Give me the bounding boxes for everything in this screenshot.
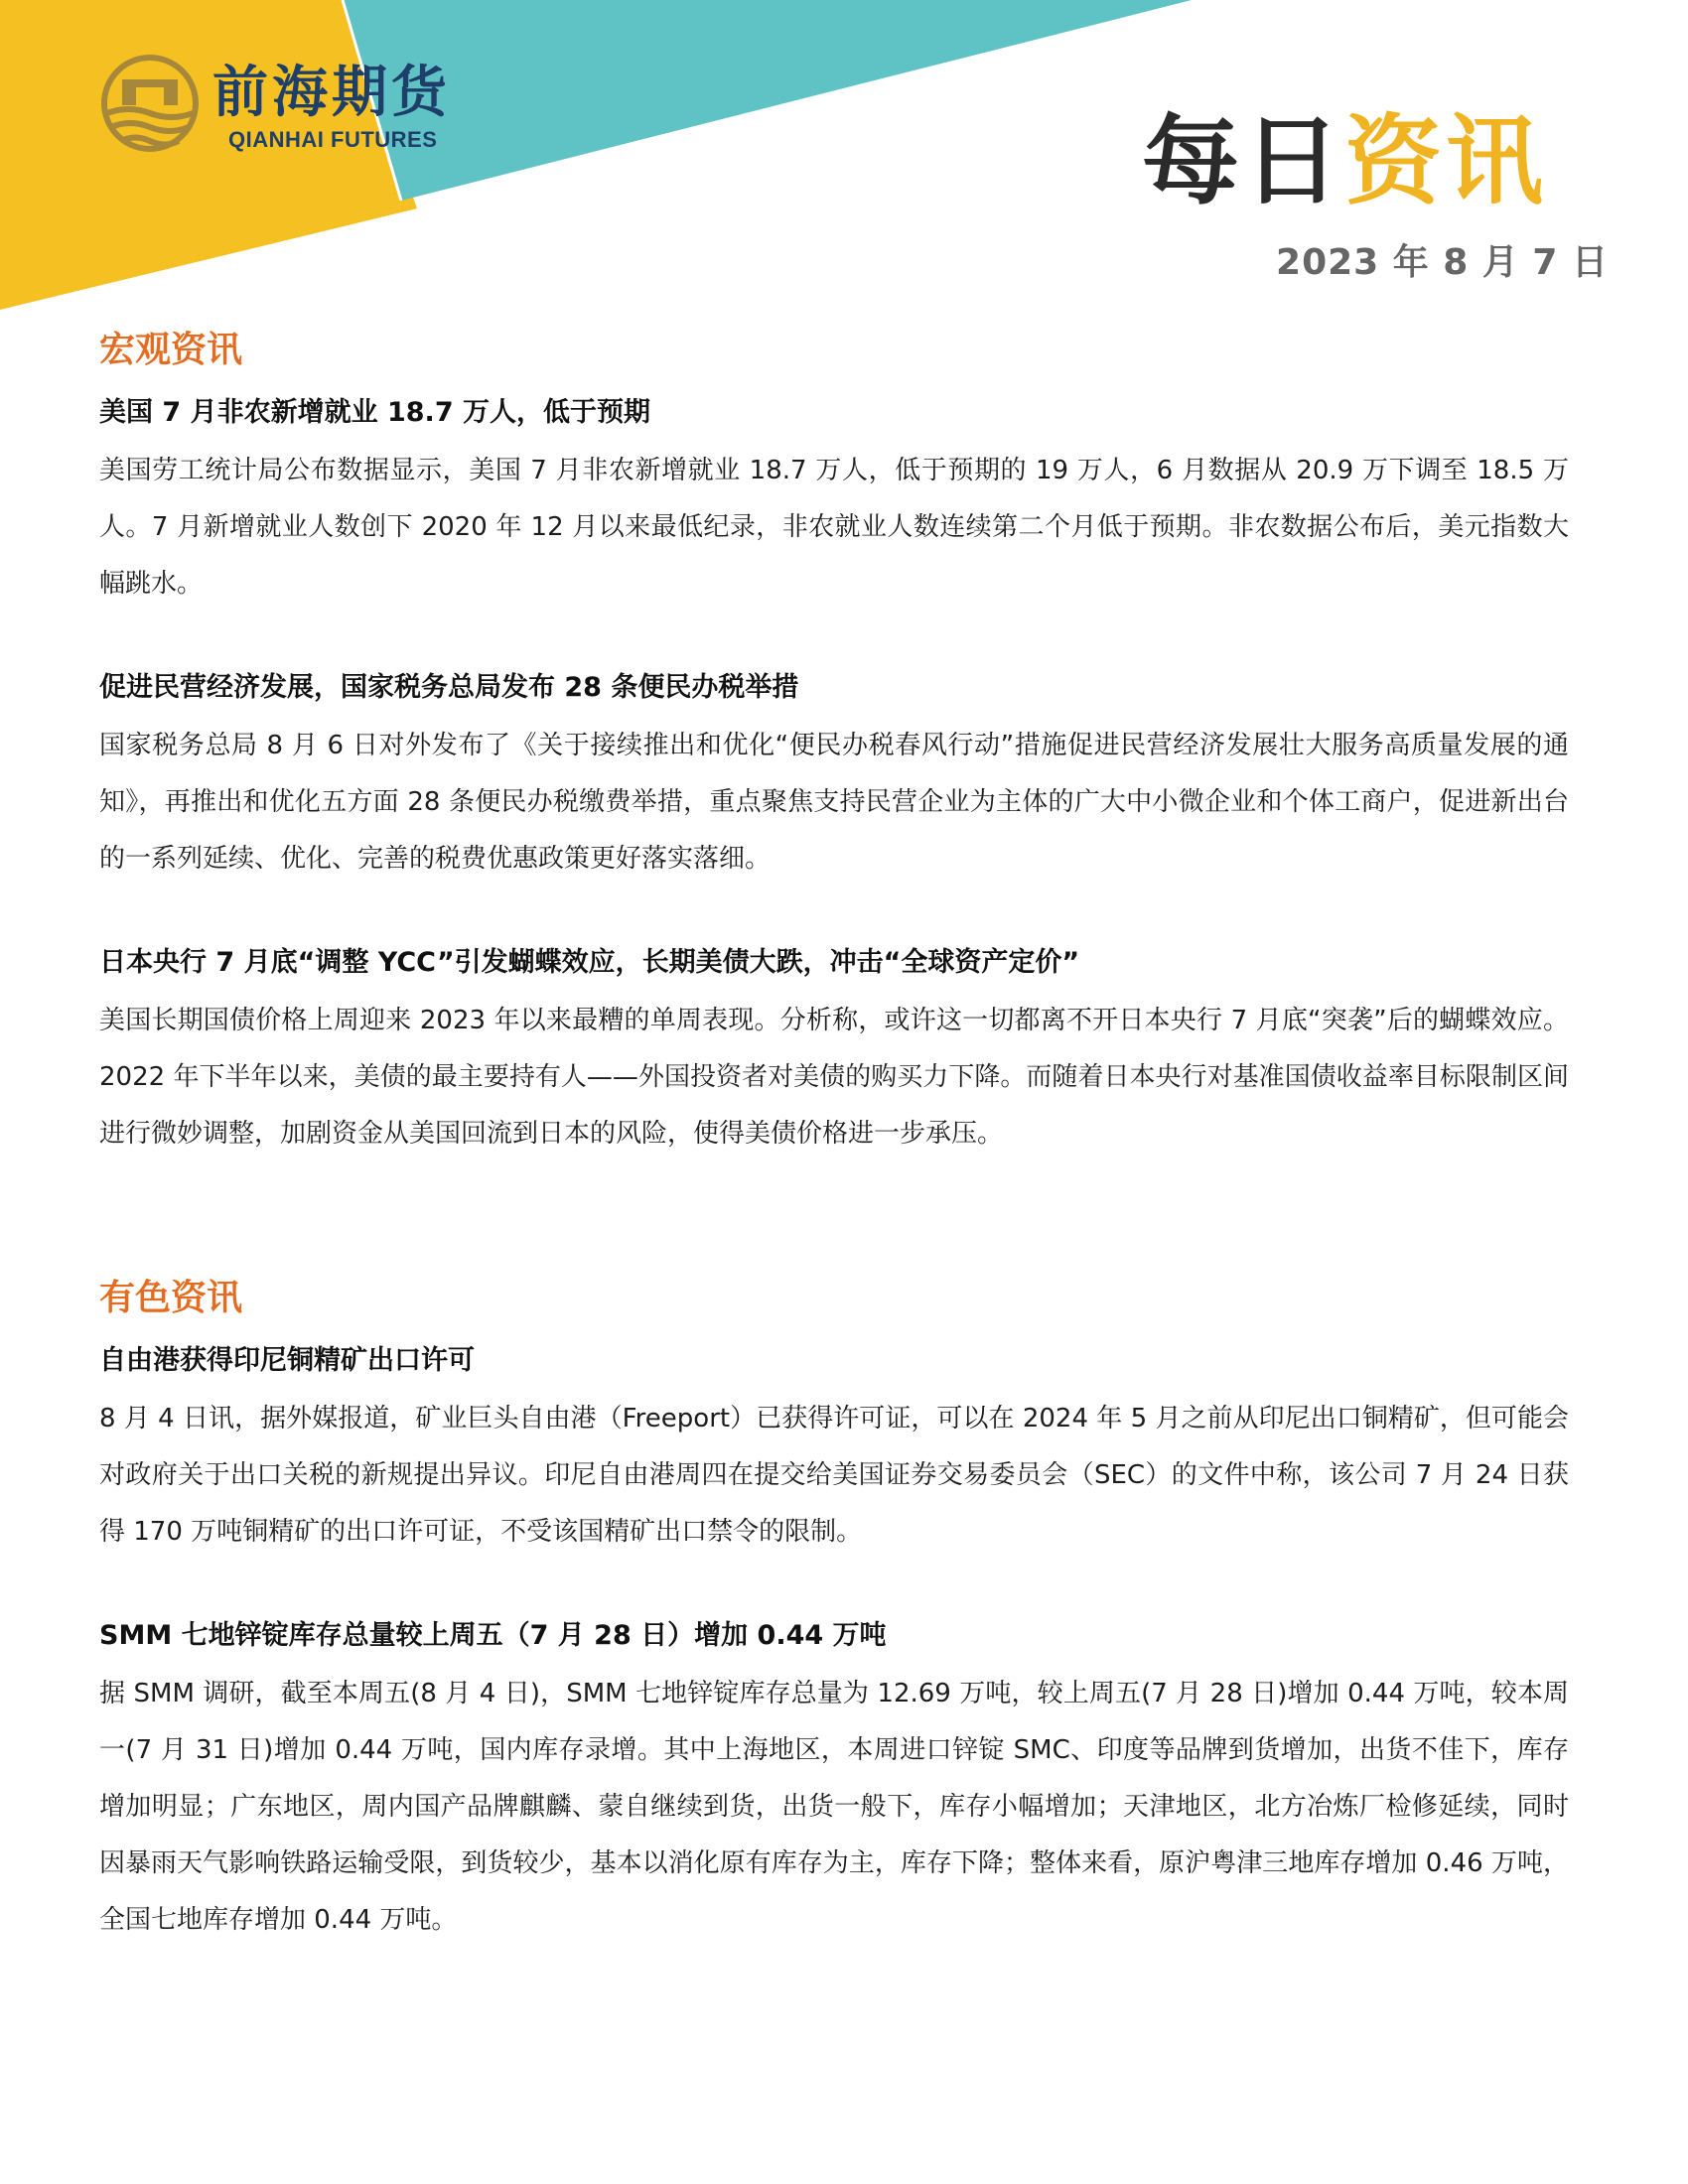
brand-logo [95, 52, 463, 163]
logo-sunrise-icon [95, 52, 205, 161]
article-title: 促进民营经济发展，国家税务总局发布 28 条便民办税举措 [99, 672, 799, 703]
article [99, 668, 1569, 887]
article-body: 国家税务总局 8 月 6 日对外发布了《关于接续推出和优化“便民办税春风行动”措施促进民营经济发展壮大服务高质量发展的通知》，再推出和优化五方面 28 条便民办税缴费举措，重点聚焦支持民营企业为主体的广大中小微企业和个体工商户，促进新出台的一系列延续、优化、完善的税费优惠政策更好落实落细。 [99, 731, 1569, 874]
article-title: 自由港获得印尼铜精矿出口许可 [99, 1345, 475, 1376]
article-title: 美国 7 月非农新增就业 18.7 万人，低于预期 [99, 397, 651, 428]
article-body: 据 SMM 调研，截至本周五(8 月 4 日)，SMM 七地锌锭库存总量为 12.69 万吨，较上周五(7 月 28 日)增加 0.44 万吨，较本周一(7 月 31 日)增加 0.44 万吨，国内库存录增。其中上海地区，本周进口锌锭 SMC、印度等品牌到货增加，出货不佳下，库存增加明显；广东地区，周内国产品牌麒麟、蒙自继续到货，出货一般下，库存小幅增加；天津地区，北方冶炼厂检修延续，同时因暴雨天气影响铁路运输受限，到货较少，基本以消化原有库存为主，库存下降；整体来看，原沪粤津三地库存增加 0.46 万吨，全国七地库存增加 0.44 万吨。 [99, 1679, 1569, 1935]
report-date: 2023 年 8 月 7 日 [1276, 242, 1609, 283]
teal-stripe [343, 0, 1192, 201]
article-body: 美国劳工统计局公布数据显示，美国 7 月非农新增就业 18.7 万人，低于预期的 19 万人，6 月数据从 20.9 万下调至 18.5 万人。7 月新增就业人数创下 2020 年 12 月以来最低纪录，非农就业人数连续第二个月低于预期。非农数据公布后，美元指数大幅跳水。 [99, 456, 1569, 599]
page-title [1142, 107, 1547, 216]
article-body: 美国长期国债价格上周迎来 2023 年以来最糟的单周表现。分析称，或许这一切都离不开日本央行 7 月底“突袭”后的蝴蝶效应。2022 年下半年以来，美债的最主要持有人——外国投资者对美债的购买力下降。而随着日本央行对基准国债收益率目标限制区间进行微妙调整，加剧资金从美国回流到日本的风险，使得美债价格进一步承压。 [99, 1006, 1569, 1149]
section-nonferrous [99, 1274, 1569, 1949]
report-content [99, 326, 1569, 2004]
logo-english-name: QIANHAI FUTURES [228, 127, 438, 152]
article-body: 8 月 4 日讯，据外媒报道，矿业巨头自由港（Freeport）已获得许可证，可以在 2024 年 5 月之前从印尼出口铜精矿，但可能会对政府关于出口关税的新规提出异议。印尼自由港周四在提交给美国证券交易委员会（SEC）的文件中称，该公司 7 月 24 日获得 170 万吨铜精矿的出口许可证，不受该国精矿出口禁令的限制。 [99, 1404, 1569, 1547]
article-title: SMM 七地锌锭库存总量较上周五（7 月 28 日）增加 0.44 万吨 [99, 1620, 887, 1651]
logo-chinese-name: 前海期货 [212, 60, 451, 125]
section-title: 有色资讯 [99, 1278, 243, 1318]
title-part-news: 资讯 [1343, 105, 1547, 218]
article [99, 1616, 1569, 1949]
section-macro [99, 326, 1569, 1162]
section-title: 宏观资讯 [99, 330, 243, 370]
title-part-daily: 每日 [1141, 105, 1344, 218]
article [99, 393, 1569, 613]
article [99, 1341, 1569, 1561]
article [99, 943, 1569, 1162]
article-title: 日本央行 7 月底“调整 YCC”引发蝴蝶效应，长期美债大跌，冲击“全球资产定价” [99, 947, 1080, 978]
